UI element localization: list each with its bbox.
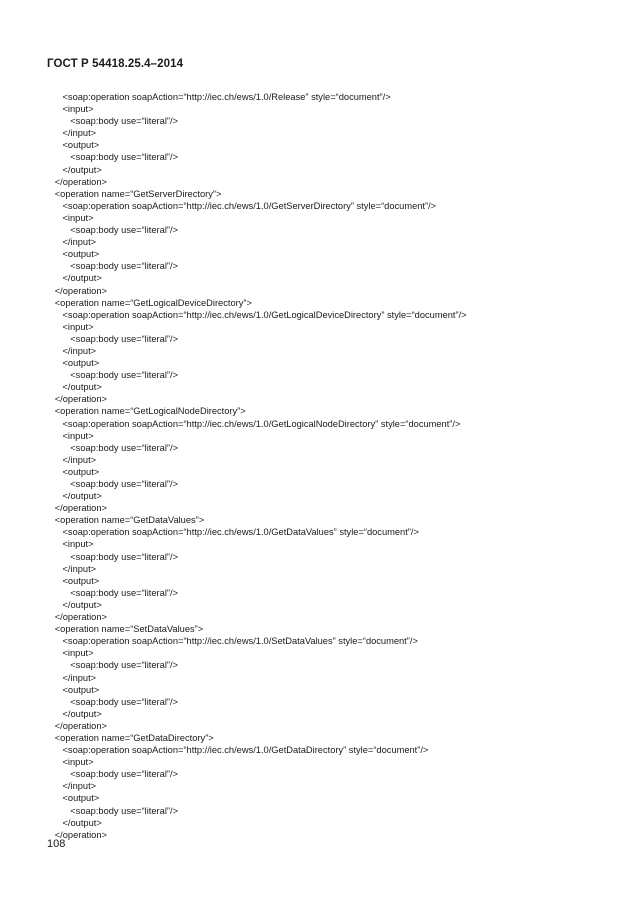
code-line: <operation name=“GetLogicalDeviceDirectory”> <box>47 297 252 308</box>
code-line: <soap:operation soapAction=“http://iec.ch/ews/1.0/GetLogicalNodeDirectory” style=“document”/> <box>47 418 461 429</box>
code-line: <operation name=“GetServerDirectory”> <box>47 188 222 199</box>
code-line: </operation> <box>47 720 107 731</box>
code-line: <operation name=“GetLogicalNodeDirectory”> <box>47 406 246 417</box>
code-line: <input> <box>47 430 94 441</box>
code-line: </operation> <box>47 503 107 514</box>
code-line: </input> <box>47 563 97 574</box>
code-line: <output> <box>47 466 100 477</box>
code-line: </output> <box>47 817 102 828</box>
code-line: <soap:body use=“literal”/> <box>47 587 179 598</box>
code-line: <soap:body use=“literal”/> <box>47 479 179 489</box>
code-line: </output> <box>47 164 102 175</box>
code-line: <output> <box>47 249 100 260</box>
code-line: </input> <box>47 672 97 683</box>
code-line: </output> <box>47 273 102 284</box>
code-line: <output> <box>47 575 100 586</box>
code-line: <input> <box>47 212 94 223</box>
code-line: <output> <box>47 793 100 804</box>
code-line: </output> <box>47 491 102 502</box>
page-number: 108 <box>47 838 66 850</box>
code-line: <operation name=“GetDataValues”> <box>47 515 205 526</box>
code-line: </operation> <box>47 176 107 187</box>
code-line: </input> <box>47 237 97 248</box>
code-line: </input> <box>47 454 97 465</box>
code-line: <output> <box>47 684 100 695</box>
code-line: <soap:body use=“literal”/> <box>47 442 179 453</box>
code-line: <soap:body use=“literal”/> <box>47 333 179 344</box>
code-line: <soap:body use=“literal”/> <box>47 660 179 671</box>
code-line: <operation name=“SetDataValues”> <box>47 624 204 635</box>
code-line: <soap:operation soapAction=“http://iec.ch/ews/1.0/GetServerDirectory” style=“document”/> <box>47 200 437 211</box>
code-line: <soap:body use=“literal”/> <box>47 769 179 780</box>
code-line: <soap:operation soapAction=“http://iec.ch/ews/1.0/GetDataDirectory” style=“document”/> <box>47 745 429 756</box>
code-line: <soap:body use=“literal”/> <box>47 696 179 707</box>
code-line: <soap:body use=“literal”/> <box>47 551 179 562</box>
code-line: </input> <box>47 781 97 792</box>
code-line: <soap:body use=“literal”/> <box>47 261 179 272</box>
code-line: <soap:operation soapAction=“http://iec.ch/ews/1.0/Release” style=“document”/> <box>47 92 391 102</box>
document-header-title: ГОСТ Р 54418.25.4–2014 <box>47 58 184 70</box>
code-line: </input> <box>47 128 97 139</box>
code-line: <soap:body use=“literal”/> <box>47 152 179 163</box>
code-line: <soap:body use=“literal”/> <box>47 225 179 236</box>
code-line: <soap:body use=“literal”/> <box>47 805 179 816</box>
code-line: <soap:body use=“literal”/> <box>47 370 179 381</box>
code-line: <input> <box>47 648 94 659</box>
code-line: <soap:operation soapAction=“http://iec.ch/ews/1.0/GetLogicalDeviceDirectory” style=“document”/> <box>47 309 467 320</box>
code-line: </operation> <box>47 829 107 840</box>
xml-code-listing <box>47 91 607 841</box>
code-line: </input> <box>47 345 97 356</box>
code-line: </operation> <box>47 394 107 405</box>
code-line: </output> <box>47 708 102 719</box>
code-line: </output> <box>47 599 102 610</box>
code-line: <output> <box>47 140 100 151</box>
code-line: <input> <box>47 539 94 550</box>
code-line: <operation name=“GetDataDirectory”> <box>47 732 214 743</box>
code-line: <soap:operation soapAction=“http://iec.ch/ews/1.0/GetDataValues” style=“document”/> <box>47 527 419 538</box>
code-line: <input> <box>47 757 94 768</box>
code-line: <input> <box>47 321 94 332</box>
code-line: <input> <box>47 104 94 115</box>
code-line: <soap:body use=“literal”/> <box>47 116 179 127</box>
code-line: <output> <box>47 358 100 369</box>
code-line: </operation> <box>47 285 107 296</box>
code-line: <soap:operation soapAction=“http://iec.ch/ews/1.0/SetDataValues” style=“document”/> <box>47 636 418 647</box>
code-line: </operation> <box>47 612 107 623</box>
code-line: </output> <box>47 382 102 393</box>
